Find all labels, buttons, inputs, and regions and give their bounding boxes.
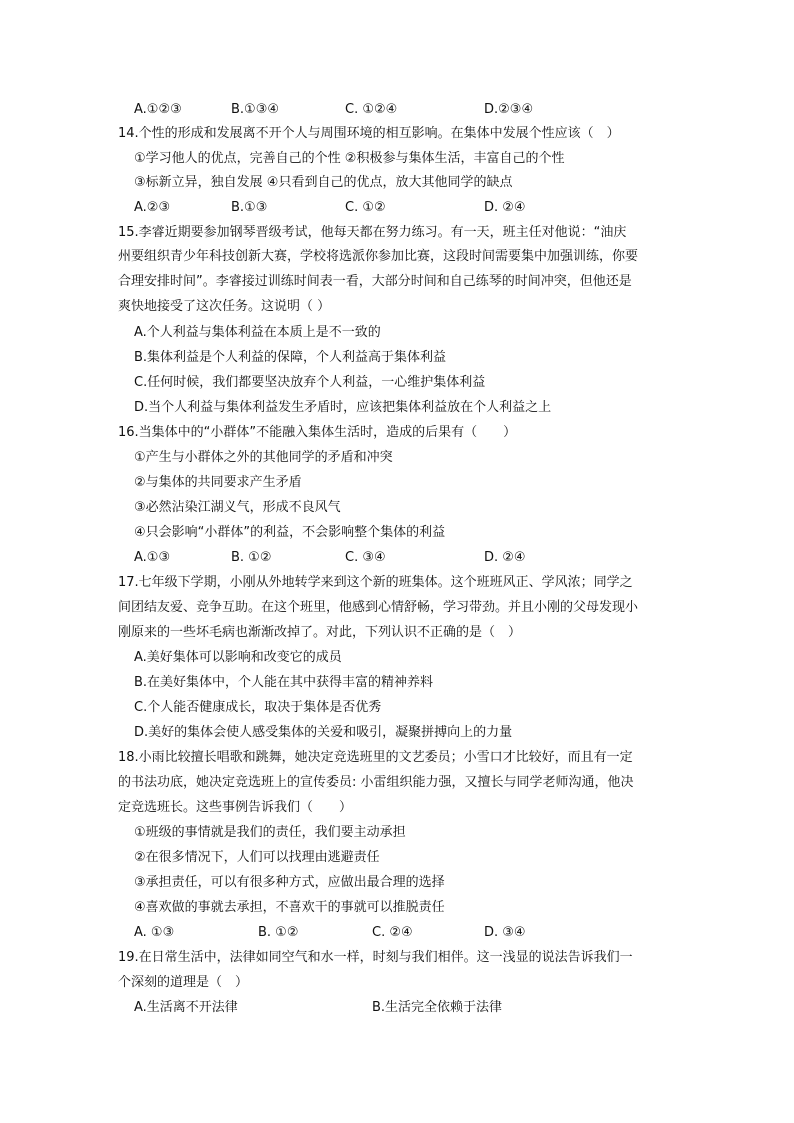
question-16-statement-2: ②与集体的共同要求产生矛盾 — [134, 475, 302, 490]
question-15-line-3: 合理安排时间”。李睿接过训练时间表一看，大部分时间和自己练琴的时间冲突，但他还是 — [118, 274, 632, 289]
q19-option-b: B.生活完全依赖于法律 — [372, 1000, 503, 1015]
q17-option-d: D.美好的集体会使人感受集体的关爱和吸引，凝聚拼搏向上的力量 — [134, 725, 513, 740]
q15-option-b: B.集体利益是个人利益的保障，个人利益高于集体利益 — [134, 350, 447, 365]
q17-option-a: A.美好集体可以影响和改变它的成员 — [134, 650, 342, 665]
q18-option-a: A. ①③ — [134, 925, 175, 940]
question-15-line-1: 15.李睿近期要参加钢琴晋级考试，他每天都在努力练习。有一天，班主任对他说：“油庆 — [118, 225, 627, 240]
question-18-line-1: 18.小雨比较擅长唱歌和跳舞，她决定竞选班里的文艺委员；小雪口才比较好，而且有一定 — [118, 750, 633, 765]
question-15-line-4: 爽快地接受了这次任务。这说明（ ） — [118, 299, 331, 314]
question-14-statements-1: ①学习他人的优点，完善自己的个性 ②积极参与集体生活，丰富自己的个性 — [134, 151, 565, 166]
question-18-statement-3: ③承担责任，可以有很多种方式，应做出最合理的选择 — [134, 875, 445, 890]
q17-option-b: B.在美好集体中，个人能在其中获得丰富的精神养料 — [134, 675, 434, 690]
question-16-stem: 16.当集体中的“小群体”不能融入集体生活时，造成的后果有（ ） — [118, 425, 517, 440]
question-18-statement-4: ④喜欢做的事就去承担，不喜欢干的事就可以推脱责任 — [134, 900, 445, 915]
question-14-stem: 14.个性的形成和发展离不开个人与周围环境的相互影响。在集体中发展个性应该（ ） — [118, 126, 620, 141]
q15-option-c: C.任何时候，我们都要坚决放弃个人利益，一心维护集体利益 — [134, 375, 486, 390]
q15-option-d: D.当个人利益与集体利益发生矛盾时，应该把集体利益放在个人利益之上 — [134, 400, 552, 415]
question-14-statements-2: ③标新立异，独自发展 ④只看到自己的优点，放大其他同学的缺点 — [134, 175, 513, 190]
question-15-line-2: 州要组织青少年科技创新大赛，学校将选派你参加比赛，这段时间需要集中加强训练，你要 — [118, 249, 639, 264]
question-19-line-2: 个深刻的道理是（ ） — [118, 975, 249, 990]
question-16-statement-3: ③必然沾染江湖义气，形成不良风气 — [134, 500, 341, 515]
option-b: B.①③④ — [231, 102, 280, 117]
option-c: C. ①②④ — [345, 102, 398, 117]
q15-option-a: A.个人利益与集体利益在本质上是不一致的 — [134, 325, 381, 340]
q14-option-c: C. ①② — [345, 200, 386, 215]
question-16-statement-1: ①产生与小群体之外的其他同学的矛盾和冲突 — [134, 450, 393, 465]
option-a: A.①②③ — [134, 102, 182, 117]
question-16-statement-4: ④只会影响“小群体”的利益，不会影响整个集体的利益 — [134, 525, 446, 540]
option-d: D.②③④ — [484, 102, 534, 117]
question-19-line-1: 19.在日常生活中，法律如同空气和水一样，时刻与我们相伴。这一浅显的说法告诉我们一 — [118, 950, 633, 965]
q18-option-b: B. ①② — [258, 925, 299, 940]
q17-option-c: C.个人能否健康成长，取决于集体是否优秀 — [134, 700, 382, 715]
q18-option-d: D. ③④ — [484, 925, 526, 940]
question-17-line-3: 刚原来的一些坏毛病也渐渐改掉了。对此，下列认识不正确的是（ ） — [118, 625, 522, 640]
q18-option-c: C. ②④ — [372, 925, 413, 940]
q16-option-a: A.①③ — [134, 550, 171, 565]
question-18-line-3: 定竞选班长。这些事例告诉我们（ ） — [118, 800, 353, 815]
question-18-line-2: 的书法功底，她决定竞选班上的宣传委员: 小雷组织能力强，又擅长与同学老师沟通，他决 — [118, 775, 634, 790]
question-18-statement-1: ①班级的事情就是我们的责任，我们要主动承担 — [134, 825, 406, 840]
question-18-statement-2: ②在很多情况下，人们可以找理由逃避责任 — [134, 850, 380, 865]
question-17-line-2: 间团结友爱、竞争互助。在这个班里，他感到心情舒畅，学习带劲。并且小刚的父母发现小 — [118, 600, 639, 615]
q14-option-b: B.①③ — [231, 200, 268, 215]
q16-option-d: D. ②④ — [484, 550, 526, 565]
q19-option-a: A.生活离不开法律 — [134, 1000, 238, 1015]
q14-option-d: D. ②④ — [484, 200, 526, 215]
question-17-line-1: 17.七年级下学期，小刚从外地转学来到这个新的班集体。这个班班风正、学风浓；同学之 — [118, 575, 633, 590]
q14-option-a: A.②③ — [134, 200, 171, 215]
q16-option-c: C. ③④ — [345, 550, 386, 565]
q16-option-b: B. ①② — [231, 550, 272, 565]
